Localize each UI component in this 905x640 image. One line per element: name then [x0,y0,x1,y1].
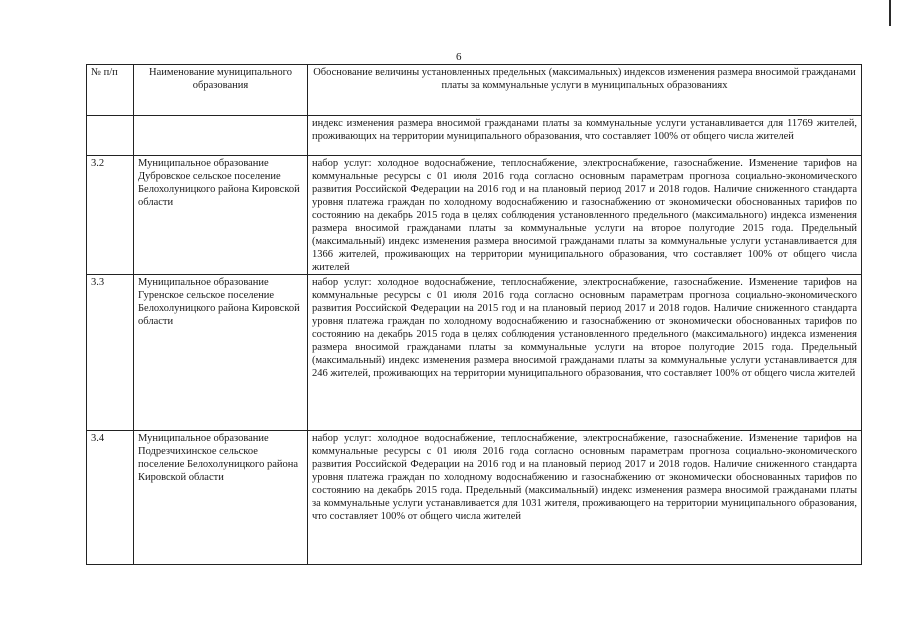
table-row-3-4 [87,431,862,565]
row-number: 3.4 [87,431,134,565]
row-number: 3.2 [87,156,134,275]
row-basis-text: набор услуг: холодное водоснабжение, теплоснабжение, электроснабжение, газоснабжение. Изменение тарифов на коммунальные ресурсы с 01 июля 2016 года согласно основным параметрам прогноза социально-экономического развития Российской Федерации на 2016 год и на плановый период 2017 и 2018 годов. Наличие сниженного стандарта уровня платежа граждан по холодному водоснабжению и газоснабжению от экономически обоснованных тарифов по состоянию на декабрь 2015 года. Предельный (максимальный) индекс изменения размера вносимой гражданами платы за коммунальные услуги устанавливается для 1031 жителя, проживающего на территории муниципального образования, что составляет 100% от общего числа жителей [308,431,862,565]
scan-edge-mark [889,0,891,26]
row-basis-text: индекс изменения размера вносимой гражданами платы за коммунальные услуги устанавливается для 11769 жителей, проживающих на территории муниципального образования, что составляет 100% от общего числа жителей [308,116,862,156]
row-municipality [134,116,308,156]
table-row-3-3 [87,275,862,431]
header-basis: Обоснование величины установленных предельных (максимальных) индексов изменения размера вносимой гражданами платы за коммунальные услуги в муниципальных образованиях [308,65,862,116]
row-basis-text: набор услуг: холодное водоснабжение, теплоснабжение, электроснабжение, газоснабжение. Изменение тарифов на коммунальные ресурсы с 01 июля 2016 года согласно основным параметрам прогноза социально-экономического развития Российской Федерации на 2016 год и на плановый период 2017 и 2018 годов. Наличие сниженного стандарта уровня платежа граждан по холодному водоснабжению и газоснабжению от экономически обоснованных тарифов по состоянию на декабрь 2015 года в целях соблюдения установленного предельного (максимального) индекса изменения размера вносимой гражданами платы за коммунальные услуги на второе полугодие 2015 года. Предельный (максимальный) индекс изменения размера вносимой гражданами платы за коммунальные услуги устанавливается для 1366 жителей, проживающих на территории муниципального образования, что составляет 100% от общего числа жителей [308,156,862,275]
row-municipality: Муниципальное образование Дубровское сельское поселение Белохолуницкого района Кировской области [134,156,308,275]
row-number [87,116,134,156]
page-number: 6 [456,51,462,63]
tariff-index-table [86,64,862,565]
header-municipality: Наименование муниципального образования [134,65,308,116]
row-number: 3.3 [87,275,134,431]
row-basis-text: набор услуг: холодное водоснабжение, теплоснабжение, электроснабжение, газоснабжение. Изменение тарифов на коммунальные ресурсы с 01 июля 2016 года согласно основным параметрам прогноза социально-экономического развития Российской Федерации на 2015 год и на плановый период 2017 и 2018 годов. Наличие сниженного стандарта уровня платежа граждан по холодному водоснабжению и газоснабжению от экономически обоснованных тарифов по состоянию на декабрь 2015 года в целях соблюдения установленного предельного (максимального) индекса изменения размера вносимой гражданами платы за коммунальные услуги на второе полугодие 2015 года. Предельный (максимальный) индекс изменения размера вносимой гражданами платы за коммунальные услуги устанавливается для 246 жителей, проживающих на территории муниципального образования, что составляет 100% от общего числа жителей [308,275,862,431]
row-municipality: Муниципальное образование Подрезчихинское сельское поселение Белохолуницкого района Кировской области [134,431,308,565]
row-municipality: Муниципальное образование Гуренское сельское поселение Белохолуницкого района Кировской области [134,275,308,431]
table-header-row [87,65,862,116]
table-row-continuation [87,116,862,156]
table-row-3-2 [87,156,862,275]
header-number: № п/п [87,65,134,116]
